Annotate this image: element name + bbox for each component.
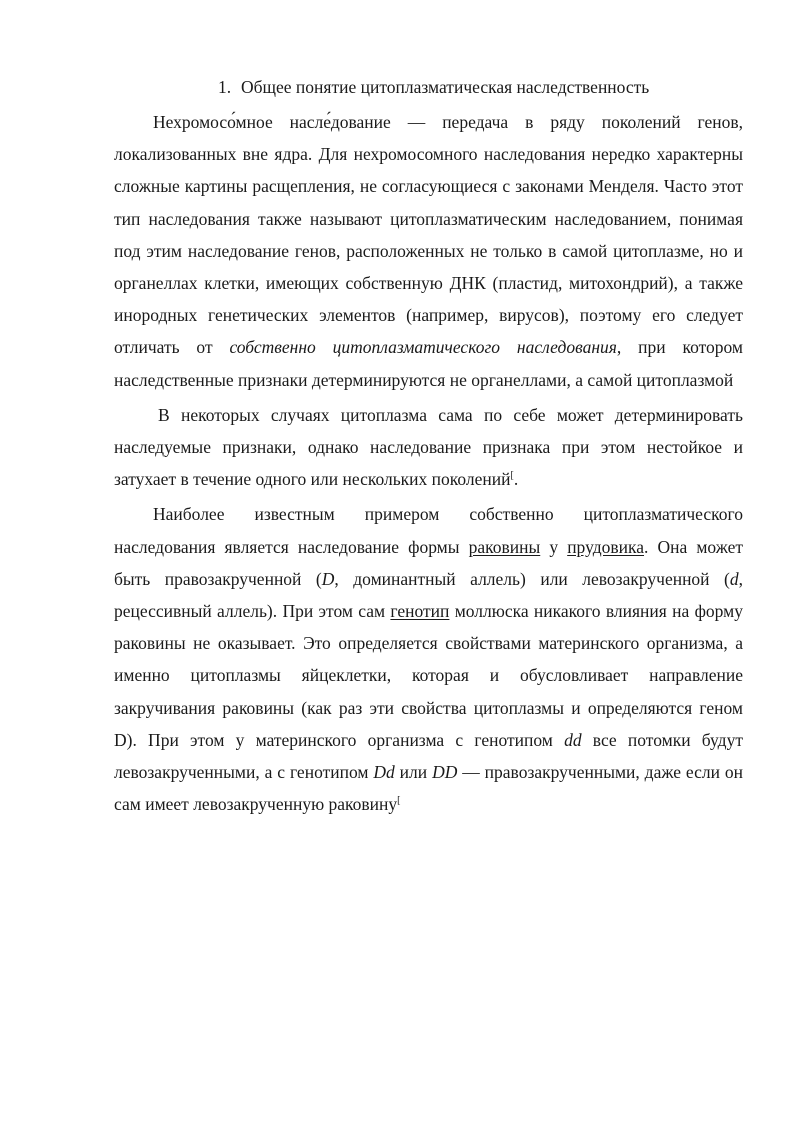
paragraph-3-text: или bbox=[394, 762, 433, 783]
body-text bbox=[114, 106, 743, 820]
footnote-marker[interactable]: [ bbox=[510, 470, 514, 482]
allele-symbol: D bbox=[321, 568, 335, 589]
genotype-symbol: dd bbox=[564, 729, 582, 750]
paragraph-1-text: Нехромосо́мное насле́дование — передача в ряду поколений генов, локализованных вне ядра. Для нехромосомного наследования нередко характерны сложные картины расщепления, не согласующиеся с законами Менделя. Часто этот тип наследования также называют цитоплазматическим наследованием, понимая под этим наследование генов, расположенных не только в самой цитоплазме, но и органеллах клетки, имеющих собственную ДНК (пластид, митохондрий), а также инородных генетических элементов (например, вирусов), поэтому его следует отличать от bbox=[114, 112, 743, 358]
paragraph-1-text-end: , при котором наследственные признаки детерминируются не органеллами, а самой цитоплазмой bbox=[114, 337, 743, 390]
paragraph-3-text: , рецессивный аллель). При этом сам bbox=[114, 568, 743, 622]
link-rakoviny[interactable]: раковины bbox=[468, 536, 541, 557]
paragraph-3-text: , доминантный аллель) или левозакрученной ( bbox=[334, 568, 730, 589]
link-prudovika[interactable]: прудовика bbox=[567, 536, 645, 557]
allele-symbol: d bbox=[729, 568, 739, 589]
paragraph-2 bbox=[114, 399, 743, 496]
paragraph-3-text: все потомки будут левозакрученными, а с генотипом bbox=[114, 729, 743, 783]
section-title: Общее понятие цитоплазматическая наследственность bbox=[241, 77, 650, 97]
paragraph-2-end: . bbox=[513, 469, 519, 490]
paragraph-3-text: — правозакрученными, даже если он сам имеет левозакрученную раковину bbox=[114, 762, 743, 815]
section-number: 1. bbox=[218, 77, 232, 97]
paragraph-3-text: . Она может быть правозакрученной ( bbox=[114, 536, 744, 589]
paragraph-2-text: В некоторых случаях цитоплазма сама по себе может детерминировать наследуемые признаки, однако наследование признака при этом нестойкое и затухает в течение одного или нескольких поколений bbox=[114, 404, 743, 490]
link-genotip[interactable]: генотип bbox=[390, 601, 450, 622]
paragraph-3-text: моллюска никакого влияния на форму раковины не оказывает. Это определяется свойствами материнского организма, а именно цитоплазмы яйцеклетки, которая и обусловливает направление закручивания раковины (как раз эти свойства цитоплазмы и определяются геном D). При этом у материнского организма с генотипом bbox=[114, 601, 743, 750]
genotype-symbol: Dd bbox=[373, 762, 395, 783]
paragraph-3-text: Наиболее известным примером собственно цитоплазматического наследования является наследование формы bbox=[114, 504, 743, 557]
paragraph-3 bbox=[114, 498, 743, 820]
paragraph-3-text: у bbox=[540, 536, 568, 557]
genotype-symbol: DD bbox=[432, 762, 458, 783]
paragraph-1-italic-term: собственно цитоплазматического наследования bbox=[229, 337, 617, 358]
paragraph-1 bbox=[114, 106, 743, 396]
footnote-marker[interactable]: [ bbox=[397, 795, 401, 807]
